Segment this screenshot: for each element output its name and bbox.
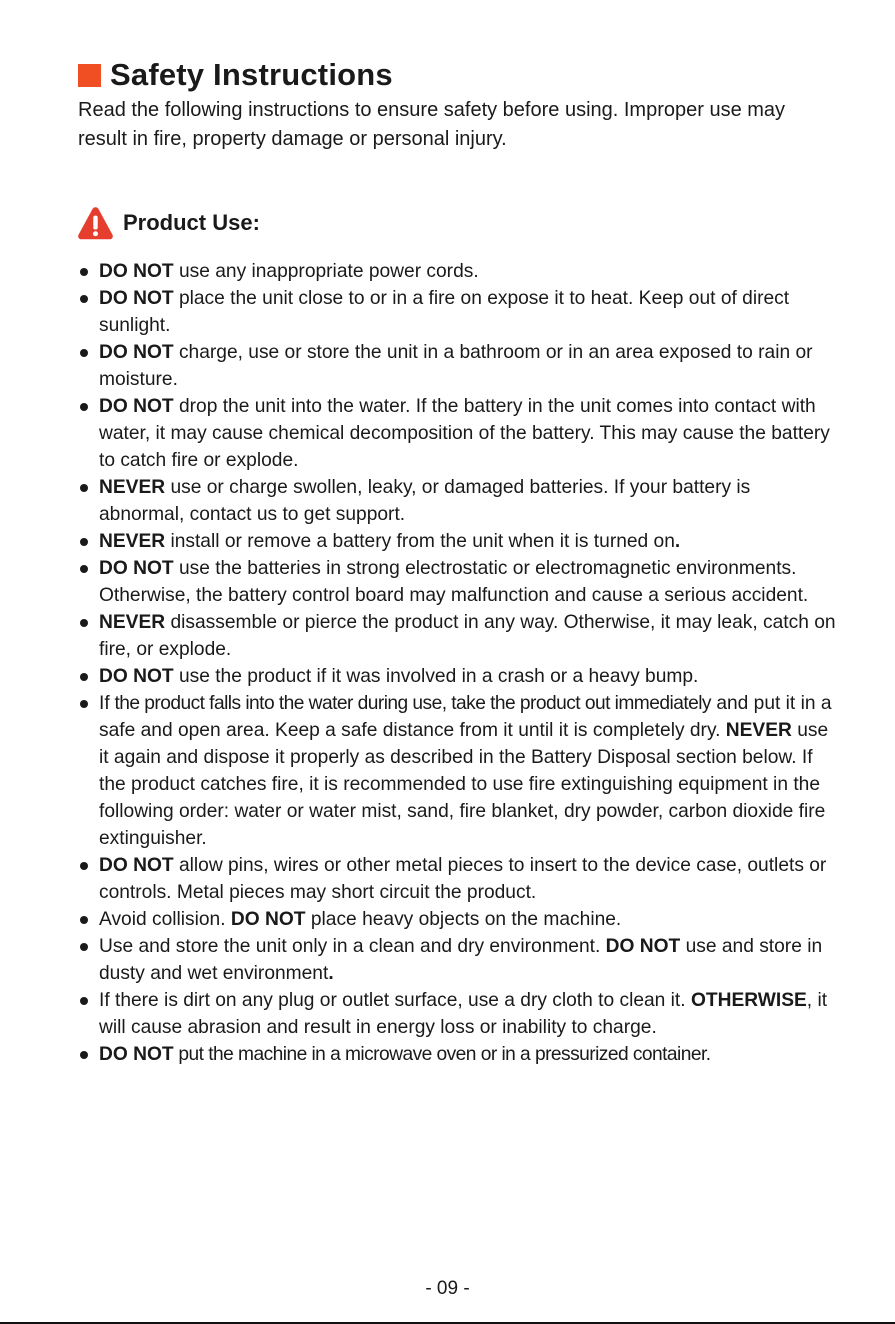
item-text: install or remove a battery from the unit when it is turned on [165,531,675,552]
item-text: If [99,693,110,714]
item-emphasis: DO NOT [99,558,174,579]
bullet-icon [80,403,88,411]
bullet-icon [80,943,88,951]
list-item [78,555,838,609]
item-text: use it again and dispose it properly as described in the Battery Disposal section below. If the product catches fire, it is recommended to use fire extinguishing equipment in the following order: water or water mist, sand, fire blanket, dry powder, carbon dioxide fire extinguisher. [99,720,829,849]
item-text: use the batteries in strong electrostatic or electromagnetic environments. Otherwise, the battery control board may malfunction and cause a serious accident. [99,558,809,606]
bullet-icon [80,700,88,708]
list-item [78,393,838,474]
page-number: - 09 - [425,1278,470,1299]
item-emphasis: DO NOT [99,342,174,363]
item-emphasis: OTHERWISE [690,990,807,1011]
item-text: use or charge swollen, leaky, or damaged batteries. If your battery is abnormal, contact us to get support. [99,477,751,525]
bullet-icon [80,673,88,681]
item-emphasis: DO NOT [99,396,174,417]
list-item [78,987,838,1041]
item-emphasis: DO NOT [230,909,306,930]
list-item [78,933,838,987]
item-text: use any inappropriate power cords. [173,261,479,282]
item-text: charge, use or store the unit in a bathroom or in an area exposed to rain or moisture. [99,342,813,390]
item-emphasis: NEVER [99,477,166,498]
section-heading [77,205,260,241]
list-item [78,852,838,906]
item-emphasis: . [674,531,681,552]
list-item [78,690,838,852]
section-title: Product Use: [123,210,260,235]
list-item [78,285,838,339]
list-item [78,474,838,528]
item-emphasis: DO NOT [99,666,174,687]
bullet-icon [80,1051,88,1059]
bullet-icon [80,619,88,627]
bullet-icon [80,862,88,870]
bullet-icon [80,565,88,573]
list-item [78,663,838,690]
page-title: Safety Instructions [110,57,393,92]
list-item [78,339,838,393]
item-text: use and store in dusty and wet environment [99,936,823,984]
warning-triangle-icon [77,205,114,241]
item-text: If there is dirt on any plug or outlet surface, use a dry cloth to clean it. [99,990,691,1011]
bullet-icon [80,484,88,492]
bullet-icon [80,916,88,924]
item-emphasis: DO NOT [99,261,174,282]
bullet-icon [80,997,88,1005]
bullet-icon [80,538,88,546]
title-row [78,56,393,94]
item-emphasis: NEVER [99,531,166,552]
item-text: use the product if it was involved in a crash or a heavy bump. [173,666,699,687]
item-emphasis: . [328,963,334,984]
item-text: place the unit close to or in a fire on expose it to heat. Keep out of direct sunlight. [99,288,790,336]
item-text: and put it in a safe and open area. Keep a safe distance from it until it is completely dry. [99,693,832,741]
list-item [78,906,838,933]
item-text: disassemble or pierce the product in any way. Otherwise, it may leak, catch on fire, or explode. [99,612,836,660]
item-emphasis: DO NOT [605,936,681,957]
bullet-icon [80,349,88,357]
item-emphasis: NEVER [725,720,792,741]
item-text: Use and store the unit only in a clean and dry environment. [99,936,606,957]
bullet-icon [80,268,88,276]
safety-list [78,258,838,1068]
list-item [78,609,838,663]
orange-square-icon [78,64,101,87]
intro-text: Read the following instructions to ensure safety before using. Improper use may result in fire, property damage or personal injury. [78,99,786,150]
item-emphasis: DO NOT [99,1044,174,1065]
item-text: Avoid collision. [99,909,231,930]
item-text: drop the unit into the water. If the battery in the unit comes into contact with water, it may cause chemical decomposition of the battery. This may cause the battery to catch fire or explode. [99,396,830,471]
item-text: allow pins, wires or other metal pieces to insert to the device case, outlets or controls. Metal pieces may short circuit the product. [99,855,827,903]
bullet-icon [80,295,88,303]
list-item [78,258,838,285]
list-item [78,528,838,555]
list-item [78,1041,838,1068]
item-emphasis: NEVER [99,612,166,633]
item-emphasis: DO NOT [99,288,174,309]
item-text: , it will cause abrasion and result in energy loss or inability to charge. [99,990,828,1038]
item-emphasis: DO NOT [99,855,174,876]
item-text: the product falls into the water during use, take the product out immediately [109,693,711,714]
item-text: place heavy objects on the machine. [305,909,622,930]
item-text: put the machine in a microwave oven or in a pressurized container. [173,1044,711,1065]
